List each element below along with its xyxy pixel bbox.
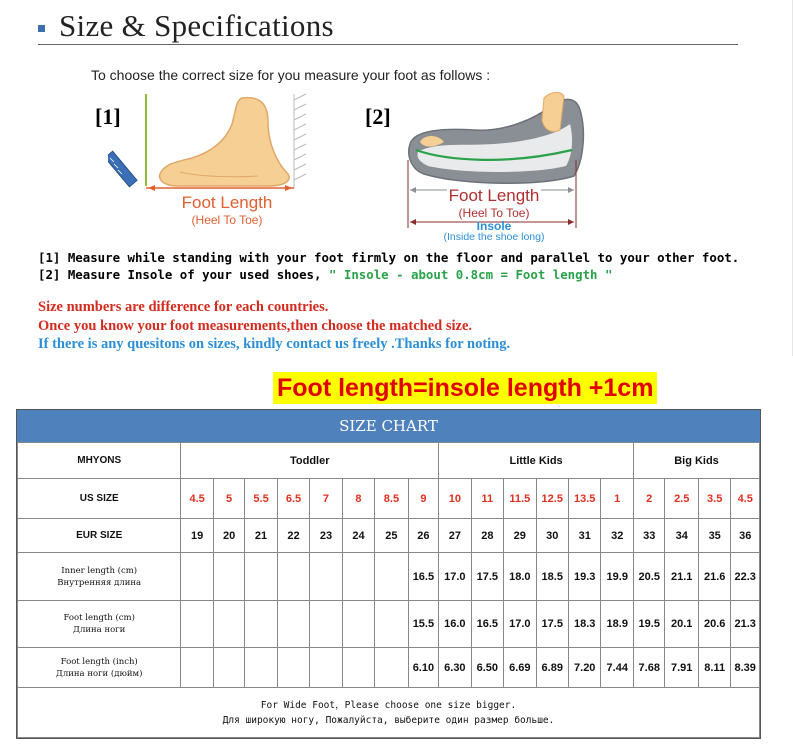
foot-length-inch-cell: 7.44: [601, 648, 634, 688]
size-spec-panel: [0, 0, 793, 356]
us-size-cell: 7: [310, 479, 342, 519]
inner-length-label: [18, 553, 181, 601]
table-row: [18, 648, 760, 688]
eur-size-cell: 35: [698, 519, 730, 553]
section-title: Size & Specifications: [59, 8, 334, 43]
title-divider: [38, 44, 738, 45]
figure-1-caption-title: Foot Length: [181, 193, 273, 212]
foot-length-cm-label-en: Foot length (cm): [63, 613, 135, 623]
eur-size-cell: 32: [601, 519, 634, 553]
foot-length-inch-cell: 7.20: [569, 648, 601, 688]
foot-length-cm-cell: 16.5: [471, 601, 503, 648]
us-size-cell: 1: [601, 479, 634, 519]
foot-length-cm-cell: 21.3: [731, 601, 760, 648]
section-header: [38, 6, 334, 46]
foot-length-inch-cell: 6.30: [439, 648, 471, 688]
size-chart: [16, 409, 761, 739]
figure-2-insole-label: Insole: [476, 219, 512, 233]
foot-length-cm-cell: 15.5: [408, 601, 438, 648]
inner-length-cell: 20.5: [634, 553, 665, 601]
foot-length-cm-cell: [245, 601, 277, 648]
eur-size-label: EUR SIZE: [18, 519, 181, 553]
foot-length-cm-cell: [342, 601, 374, 648]
foot-length-cm-label-ru: Длина ноги: [73, 625, 126, 635]
us-size-cell: 5.5: [245, 479, 277, 519]
foot-length-inch-label: [18, 648, 181, 688]
figure-2-label: [2]: [365, 104, 391, 129]
eur-size-cell: 19: [181, 519, 213, 553]
table-row: [18, 479, 760, 519]
advice-contact: If there is any quesitons on sizes, kindly contact us freely .Thanks for noting.: [38, 336, 511, 352]
foot-length-cm-cell: [277, 601, 309, 648]
us-size-cell: 13.5: [569, 479, 601, 519]
foot-length-inch-cell: 6.10: [408, 648, 438, 688]
inner-length-cell: 17.0: [439, 553, 471, 601]
us-size-cell: 5: [213, 479, 244, 519]
table-row: [18, 553, 760, 601]
foot-length-cm-cell: 19.5: [634, 601, 665, 648]
us-size-cell: 4.5: [731, 479, 760, 519]
inner-length-cell: 16.5: [408, 553, 438, 601]
inner-length-cell: 22.3: [731, 553, 760, 601]
us-size-cell: 8: [342, 479, 374, 519]
foot-length-inch-cell: [310, 648, 342, 688]
inner-length-cell: [245, 553, 277, 601]
size-chart-table: [17, 442, 760, 738]
table-row: [18, 519, 760, 553]
us-size-cell: 4.5: [181, 479, 213, 519]
inner-length-cell: 17.5: [471, 553, 503, 601]
wide-foot-note-ru: Для широкую ногу, Пожалуйста, выберите один размер больше.: [222, 714, 555, 726]
us-size-label: US SIZE: [18, 479, 181, 519]
inner-length-cell: [277, 553, 309, 601]
foot-length-inch-cell: 6.89: [536, 648, 568, 688]
inner-length-cell: 19.9: [601, 553, 634, 601]
foot-length-inch-cell: [245, 648, 277, 688]
foot-length-inch-cell: [181, 648, 213, 688]
inner-length-cell: 21.1: [665, 553, 698, 601]
foot-length-cm-cell: 18.9: [601, 601, 634, 648]
foot-length-cm-cell: [213, 601, 244, 648]
foot-length-cm-cell: 18.3: [569, 601, 601, 648]
inner-length-label-en: Inner length (cm): [61, 565, 138, 576]
figure-2-caption: [424, 186, 564, 243]
measure-note-1: [1] Measure while standing with your foot firmly on the floor and parallel to your other foot.: [38, 250, 740, 265]
eur-size-cell: 26: [408, 519, 438, 553]
foot-length-inch-cell: [213, 648, 244, 688]
inner-length-label-ru: Внутренняя длина: [57, 577, 142, 588]
us-size-cell: 2.5: [665, 479, 698, 519]
inner-length-cell: 19.3: [569, 553, 601, 601]
foot-length-cm-cell: [310, 601, 342, 648]
foot-length-cm-cell: [181, 601, 213, 648]
foot-length-banner: Foot length=insole length +1cm: [273, 372, 657, 404]
brand-cell: MHYONS: [18, 443, 181, 479]
us-size-cell: 8.5: [375, 479, 408, 519]
inner-length-cell: 18.0: [504, 553, 536, 601]
table-row-footer: [18, 688, 760, 738]
table-row-groups: [18, 443, 760, 479]
us-size-cell: 11.5: [504, 479, 536, 519]
size-chart-title: SIZE CHART: [17, 410, 760, 442]
group-toddler: Toddler: [181, 443, 439, 479]
measure-note-2: [38, 267, 612, 282]
foot-length-inch-cell: 8.11: [698, 648, 730, 688]
eur-size-cell: 34: [665, 519, 698, 553]
foot-length-inch-cell: 7.91: [665, 648, 698, 688]
foot-length-cm-cell: 17.0: [504, 601, 536, 648]
us-size-cell: 9: [408, 479, 438, 519]
eur-size-cell: 28: [471, 519, 503, 553]
wide-foot-note: [18, 688, 760, 738]
eur-size-cell: 36: [731, 519, 760, 553]
inner-length-cell: [181, 553, 213, 601]
group-little-kids: Little Kids: [439, 443, 634, 479]
foot-length-cm-label: [18, 601, 181, 648]
us-size-cell: 12.5: [536, 479, 568, 519]
inner-length-cell: [213, 553, 244, 601]
foot-length-inch-label-ru: Длина ноги (дюйм): [55, 668, 143, 679]
us-size-cell: 6.5: [277, 479, 309, 519]
figure-1-caption: [172, 193, 282, 227]
eur-size-cell: 20: [213, 519, 244, 553]
eur-size-cell: 23: [310, 519, 342, 553]
advice-match-size: Once you know your foot measurements,then choose the matched size.: [38, 318, 473, 334]
measure-note-2-highlight: " Insole - about 0.8cm = Foot length ": [321, 267, 613, 282]
foot-length-inch-cell: [277, 648, 309, 688]
advice-countries: Size numbers are difference for each countries.: [38, 299, 329, 315]
figure-1-label: [1]: [95, 104, 121, 129]
us-size-cell: 3.5: [698, 479, 730, 519]
inner-length-cell: 18.5: [536, 553, 568, 601]
us-size-cell: 2: [634, 479, 665, 519]
foot-length-inch-cell: [342, 648, 374, 688]
foot-length-inch-cell: 6.50: [471, 648, 503, 688]
eur-size-cell: 25: [375, 519, 408, 553]
measure-note-2-prefix: [2] Measure Insole of your used shoes,: [38, 267, 322, 282]
group-big-kids: Big Kids: [634, 443, 760, 479]
figure-1-caption-sub: (Heel To Toe): [191, 213, 263, 227]
foot-length-cm-cell: [375, 601, 408, 648]
eur-size-cell: 29: [504, 519, 536, 553]
foot-length-inch-cell: 8.39: [731, 648, 760, 688]
square-bullet-icon: [38, 25, 45, 32]
eur-size-cell: 21: [245, 519, 277, 553]
figure-2-caption-sub: (Heel To Toe): [458, 206, 530, 220]
eur-size-cell: 33: [634, 519, 665, 553]
foot-length-inch-cell: 6.69: [504, 648, 536, 688]
wide-foot-note-en: For Wide Foot，Please choose one size bigger.: [260, 699, 517, 711]
foot-length-inch-cell: 7.68: [634, 648, 665, 688]
foot-length-inch-label-en: Foot length (inch): [60, 656, 138, 667]
foot-length-cm-cell: 17.5: [536, 601, 568, 648]
eur-size-cell: 31: [569, 519, 601, 553]
foot-length-cm-cell: 16.0: [439, 601, 471, 648]
foot-length-cm-cell: 20.1: [665, 601, 698, 648]
foot-length-cm-cell: 20.6: [698, 601, 730, 648]
inner-length-cell: [342, 553, 374, 601]
inner-length-cell: [310, 553, 342, 601]
figure-2-insole-sub: (Inside the shoe long): [443, 231, 545, 243]
us-size-cell: 10: [439, 479, 471, 519]
eur-size-cell: 30: [536, 519, 568, 553]
figure-2-caption-title: Foot Length: [448, 186, 540, 205]
eur-size-cell: 22: [277, 519, 309, 553]
foot-length-inch-cell: [375, 648, 408, 688]
inner-length-cell: 21.6: [698, 553, 730, 601]
inner-length-cell: [375, 553, 408, 601]
eur-size-cell: 27: [439, 519, 471, 553]
table-row: [18, 601, 760, 648]
intro-text: To choose the correct size for you measure your foot as follows :: [91, 67, 491, 83]
us-size-cell: 11: [471, 479, 503, 519]
eur-size-cell: 24: [342, 519, 374, 553]
